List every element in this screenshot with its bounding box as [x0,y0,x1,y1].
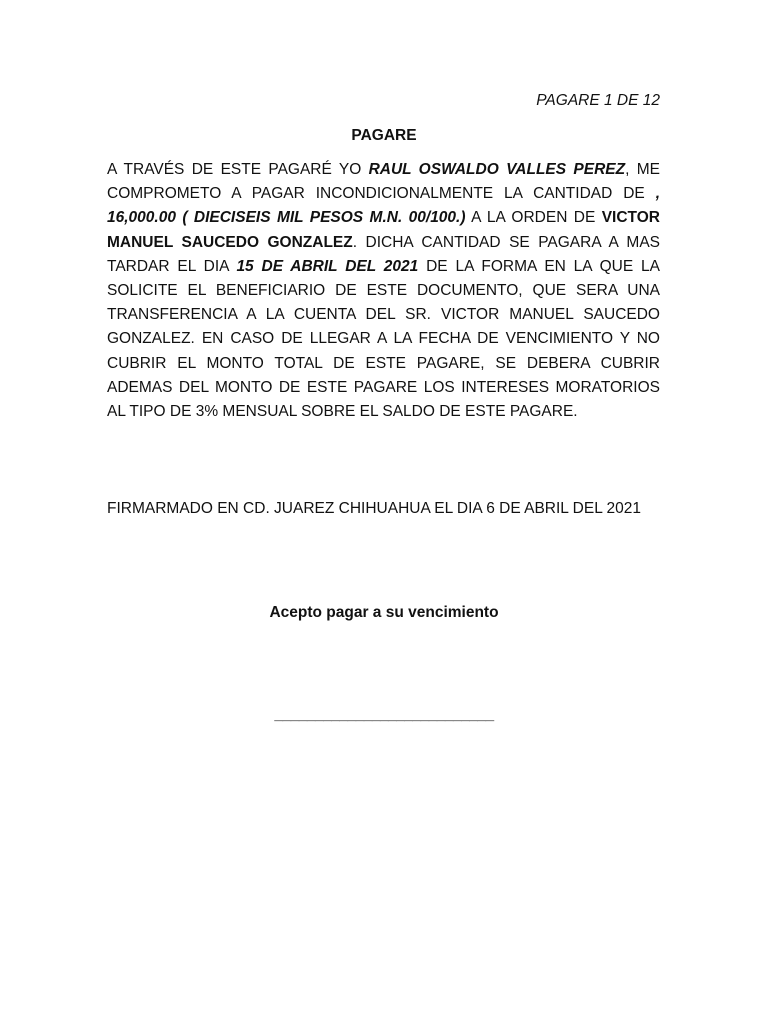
body-text-segment: . DICHA CANTIDAD SE PAGARA A MAS TARDAR EL DIA [107,233,660,275]
promissory-note-body [107,158,660,424]
body-text-segment: , ME COMPROMETO A PAGAR INCONDICIONALMENTE LA CANTIDAD DE [107,161,660,203]
due-date: 15 DE ABRIL DEL 2021 [236,257,419,275]
signed-place-date: FIRMARMADO EN CD. JUAREZ CHIHUAHUA EL DIA 6 DE ABRIL DEL 2021 [107,500,642,517]
debtor-name: RAUL OSWALDO VALLES PEREZ [368,161,626,178]
document-title: PAGARE [351,127,417,144]
body-text-segment: DE LA FORMA EN LA QUE LA SOLICITE EL BENEFICIARIO DE ESTE DOCUMENTO, QUE SERA UNA TRANSFERENCIA A LA CUENTA DEL SR. VICTOR MANUEL SAUCEDO GONZALEZ. EN CASO DE LLEGAR A LA FECHA DE VENCIMIENTO Y NO CUBRIR EL MONTO TOTAL DE ESTE PAGARE, SE DEBERA CUBRIR ADEMAS DEL MONTO DE ESTE PAGARE LOS INTERESES MORATORIOS AL TIPO DE 3% MENSUAL SOBRE EL SALDO DE ESTE PAGARE. [107,257,660,421]
accept-statement: Acepto pagar a su vencimiento [269,604,499,621]
creditor-name: VICTOR MANUEL SAUCEDO GONZALEZ [107,209,660,251]
signature-line: ___________________________ [274,706,494,723]
amount: , 16,000.00 ( DIECISEIS MIL PESOS M.N. 00/100.) [107,185,660,227]
body-text-segment: A TRAVÉS DE ESTE PAGARÉ YO [107,161,369,178]
body-text-segment: A LA ORDEN DE [465,209,602,227]
page-counter: PAGARE 1 DE 12 [536,92,660,109]
